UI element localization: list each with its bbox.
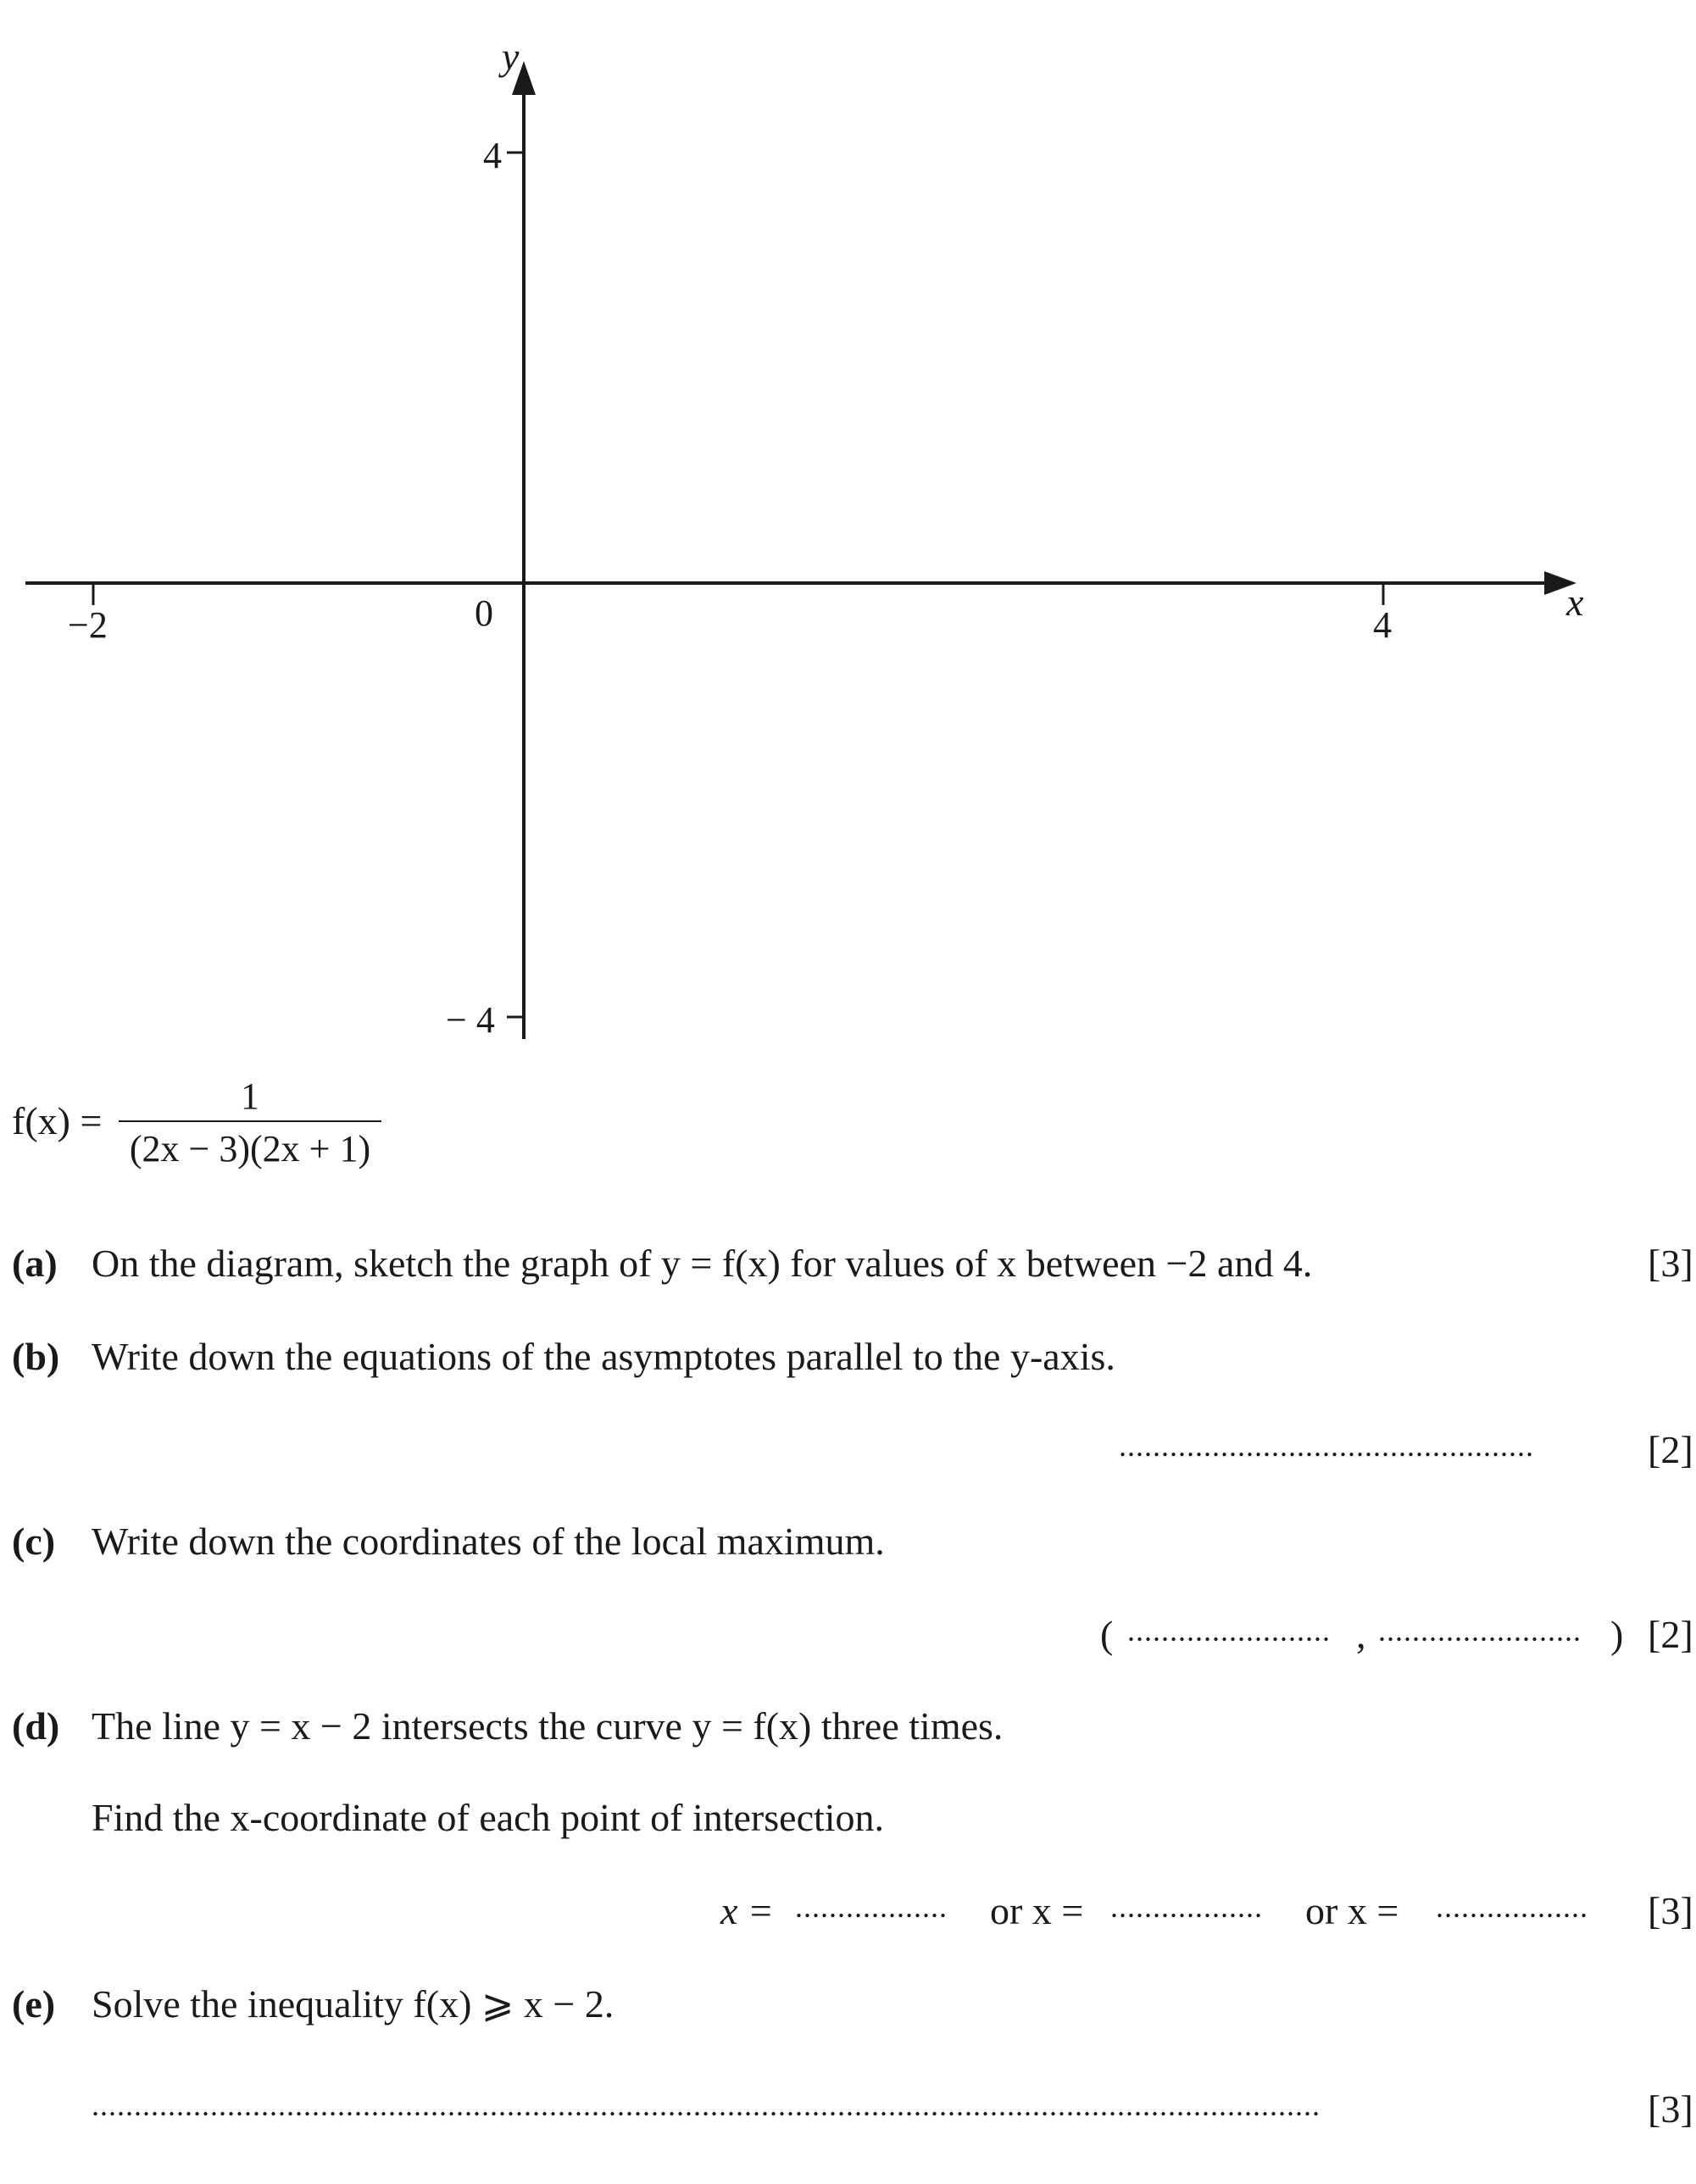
question-a-marks: [3] xyxy=(1648,1242,1693,1285)
fraction-bar xyxy=(119,1120,381,1122)
question-b-label: (b) xyxy=(12,1335,60,1378)
y-axis-label: y xyxy=(502,35,520,78)
question-c-marks: [2] xyxy=(1648,1613,1693,1656)
question-b-marks: [2] xyxy=(1648,1428,1693,1471)
question-c-answer-line-2[interactable]: ........................ xyxy=(1378,1614,1582,1648)
x-tick-label-4: 4 xyxy=(1373,604,1392,646)
x-axis-label: x xyxy=(1566,581,1584,624)
question-c-close-paren: ) xyxy=(1610,1613,1624,1656)
fraction-numerator: 1 xyxy=(241,1075,259,1117)
question-e-marks: [3] xyxy=(1648,2087,1693,2131)
question-c-open-paren: ( xyxy=(1100,1613,1114,1656)
function-fraction xyxy=(119,1075,381,1168)
question-d-answer-line-2[interactable]: .................. xyxy=(1110,1890,1263,1924)
question-e-text: Solve the inequality f(x) ⩾ x − 2. xyxy=(92,1982,614,2026)
question-d-marks: [3] xyxy=(1648,1889,1693,1932)
y-tick-label-neg4: − 4 xyxy=(446,999,495,1041)
question-c-label: (c) xyxy=(12,1520,56,1563)
fraction-denominator: (2x − 3)(2x + 1) xyxy=(129,1128,371,1170)
question-b-text: Write down the equations of the asymptotes parallel to the y-axis. xyxy=(92,1335,1115,1378)
y-tick-label-4: 4 xyxy=(483,135,502,176)
question-e-answer-line[interactable]: ................................................................................................................................................. xyxy=(92,2090,1321,2120)
x-tick-label-neg2: −2 xyxy=(68,604,108,646)
question-d-answer-line-1[interactable]: .................. xyxy=(795,1890,948,1924)
question-c-text: Write down the coordinates of the local maximum. xyxy=(92,1520,885,1563)
question-d-answer-line-3[interactable]: .................. xyxy=(1436,1890,1588,1924)
question-d-x-eq-1: x = xyxy=(720,1889,774,1932)
question-c-answer-line-1[interactable]: ........................ xyxy=(1127,1614,1331,1648)
question-c-separator: , xyxy=(1356,1613,1366,1656)
question-a-text: On the diagram, sketch the graph of y = f(x) for values of x between −2 and 4. xyxy=(92,1242,1313,1285)
origin-label: 0 xyxy=(475,592,493,634)
function-lhs: f(x) = xyxy=(12,1099,103,1142)
question-a-label: (a) xyxy=(12,1242,58,1285)
question-d-or-1: or x = xyxy=(990,1889,1084,1932)
question-e-label: (e) xyxy=(12,1982,56,2026)
question-d-label: (d) xyxy=(12,1704,60,1748)
question-d-or-2: or x = xyxy=(1305,1889,1399,1932)
question-d-text: The line y = x − 2 intersects the curve y = f(x) three times. xyxy=(92,1704,1004,1748)
question-d-text2: Find the x-coordinate of each point of intersection. xyxy=(92,1796,885,1839)
question-b-answer-line[interactable]: ................................................. xyxy=(1119,1429,1534,1463)
